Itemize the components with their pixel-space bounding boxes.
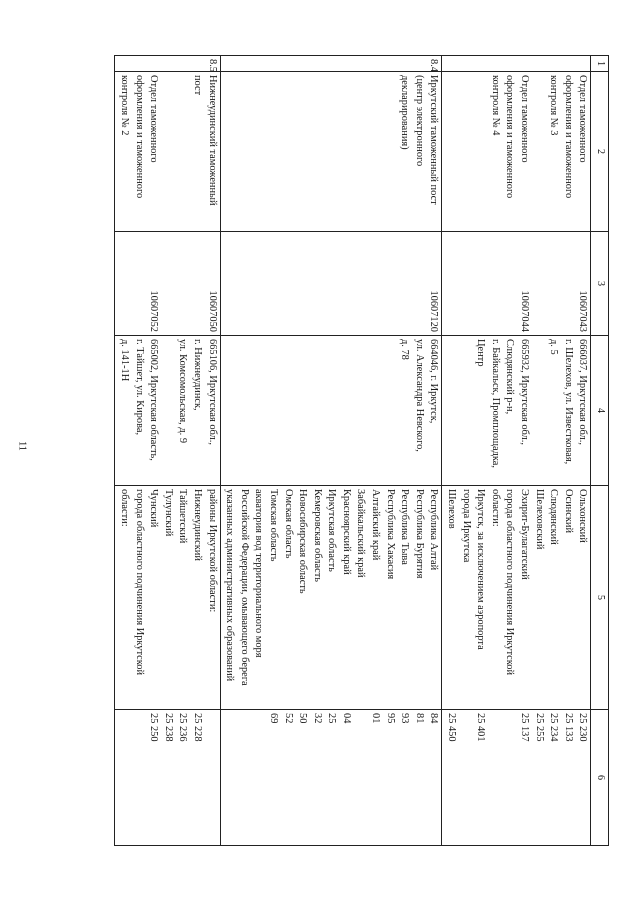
text-line: д. 5: [548, 339, 560, 355]
text-line: 8.4: [428, 59, 440, 72]
text-line: оформления и таможенного: [562, 75, 574, 199]
text-line: Шелехов: [446, 489, 458, 529]
text-line: [502, 713, 517, 842]
address-cell: [115, 336, 220, 486]
text-line: акватория вод территориального моря: [253, 489, 265, 658]
text-line: [175, 75, 190, 228]
text-line: 25 250: [148, 713, 160, 742]
text-line: Красноярский край: [340, 489, 352, 575]
region-cell: [115, 486, 220, 710]
header-cell: 6: [591, 710, 609, 846]
text-line: 10607050: [206, 290, 218, 332]
text-line: Нижнеудинский таможенный: [206, 75, 218, 206]
text-line: контроля № 3: [548, 75, 560, 136]
text-line: Тайшетский: [177, 489, 189, 544]
text-line: 25 450: [446, 713, 458, 742]
text-line: 25 230: [577, 713, 589, 742]
text-line: Кемеровская область: [311, 489, 323, 582]
text-line: 665002, Иркутская область,: [148, 339, 160, 461]
text-line: 69: [267, 713, 279, 724]
text-line: Слюдянский р-н,: [504, 339, 516, 415]
text-line: 10607052: [148, 290, 160, 332]
okato-code-cell: [442, 710, 591, 846]
customs-posts-table: [114, 55, 609, 846]
address-cell: [442, 336, 591, 486]
text-line: города областного подчинения Иркутской: [133, 489, 145, 676]
text-line: Тулунский: [162, 489, 174, 537]
text-line: Иркутская область: [326, 489, 338, 572]
text-line: Томская область: [267, 489, 279, 562]
text-line: 52: [282, 713, 294, 724]
text-line: Российской Федерации, омывающего берега: [238, 489, 250, 686]
text-line: Чунский: [148, 489, 160, 528]
header-cell: 2: [591, 72, 609, 232]
text-line: Новосибирская область: [297, 489, 309, 594]
text-line: г. Байкальск, Промплощадка,: [489, 339, 501, 469]
text-line: 8.5: [206, 59, 218, 72]
text-line: [531, 235, 546, 332]
text-line: оформления и таможенного: [504, 75, 516, 199]
post-name-cell: [220, 72, 442, 232]
okato-code-cell: [115, 710, 220, 846]
row-number-cell: [220, 56, 442, 72]
text-line: г. Шелехов, ул. Известковая,: [562, 339, 574, 465]
text-line: [189, 235, 204, 332]
page-number: 11: [16, 441, 28, 451]
text-line: Центр: [475, 339, 487, 367]
text-line: 10607043: [577, 290, 589, 332]
text-line: [546, 235, 561, 332]
okato-code-cell: [220, 710, 442, 846]
header-cell: 5: [591, 486, 609, 710]
text-line: 81: [413, 713, 425, 724]
text-line: [531, 339, 546, 482]
text-line: ул. Комсомольская, д. 9: [177, 339, 189, 444]
text-line: 25: [326, 713, 338, 724]
text-line: декларирования): [399, 75, 411, 150]
post-code-cell: [442, 232, 591, 336]
header-cell: 3: [591, 232, 609, 336]
text-line: области:: [119, 489, 130, 527]
table-row: [442, 56, 591, 846]
table-row: [115, 56, 220, 846]
text-line: 25 137: [519, 713, 531, 742]
text-line: Забайкальский край: [355, 489, 367, 578]
text-line: районы Иркутской области:: [206, 489, 218, 613]
rotated-page: [61, 55, 609, 845]
text-line: Алтайский край: [370, 489, 382, 561]
text-line: 665932, Иркутская обл.,: [519, 339, 531, 445]
header-cell: 4: [591, 336, 609, 486]
region-cell: [220, 486, 442, 710]
text-line: 665106, Иркутская обл.,: [206, 339, 218, 445]
text-line: Отдел таможенного: [577, 75, 589, 163]
text-line: контроля № 2: [119, 75, 130, 136]
text-line: Ольхонский: [577, 489, 589, 543]
text-line: Отдел таможенного: [148, 75, 160, 163]
text-line: Республика Хакасия: [384, 489, 396, 580]
text-line: г. Тайшет, ул. Кирова,: [133, 339, 145, 436]
text-line: 10607120: [428, 290, 440, 332]
text-line: [204, 713, 219, 842]
text-line: 01: [370, 713, 382, 724]
text-line: [160, 235, 175, 332]
text-line: 666037, Иркутская обл.,: [577, 339, 589, 445]
text-line: [160, 75, 175, 228]
row-number-cell: [115, 56, 220, 72]
text-line: Республика Алтай: [428, 489, 440, 571]
text-line: города Иркутска: [460, 489, 472, 563]
text-line: [175, 235, 190, 332]
text-line: (центр электронного: [413, 75, 425, 167]
text-line: Иркутский таможенный пост: [428, 75, 440, 205]
region-cell: [442, 486, 591, 710]
text-line: д. 141-1Н: [119, 339, 130, 382]
text-line: 25 133: [562, 713, 574, 742]
text-line: города областного подчинения Иркутской: [504, 489, 516, 676]
text-line: 25 401: [475, 713, 487, 742]
text-line: [560, 235, 575, 332]
table-row: [220, 56, 442, 846]
post-code-cell: [220, 232, 442, 336]
text-line: 25 255: [533, 713, 545, 742]
text-line: 25 234: [548, 713, 560, 742]
text-line: 95: [384, 713, 396, 724]
post-name-cell: [115, 72, 220, 232]
text-line: Омская область: [282, 489, 294, 559]
text-line: контроля № 4: [489, 75, 501, 136]
text-line: Шелеховский: [533, 489, 545, 550]
text-line: [353, 713, 368, 842]
header-cell: 1: [591, 56, 609, 72]
text-line: Отдел таможенного: [519, 75, 531, 163]
text-line: 84: [428, 713, 440, 724]
post-code-cell: [115, 232, 220, 336]
text-line: указанных административных образований: [224, 489, 236, 682]
text-line: области:: [489, 489, 501, 527]
text-line: Осинский: [562, 489, 574, 534]
text-line: оформления и таможенного: [133, 75, 145, 199]
text-line: 50: [297, 713, 309, 724]
text-line: [531, 75, 546, 228]
text-line: [458, 713, 473, 842]
row-number-cell: [442, 56, 591, 72]
text-line: 32: [311, 713, 323, 724]
text-line: пост: [191, 75, 203, 96]
text-line: 04: [340, 713, 352, 724]
text-line: 25 238: [162, 713, 174, 742]
text-line: Республика Тыва: [399, 489, 411, 565]
text-line: 25 236: [177, 713, 189, 742]
post-name-cell: [442, 72, 591, 232]
text-line: д. 78: [399, 339, 411, 360]
text-line: Иркутск, за исключением аэропорта: [475, 489, 487, 650]
text-line: 664046, г. Иркутск,: [428, 339, 440, 424]
text-line: Нижнеудинский: [191, 489, 203, 561]
text-line: 10607044: [519, 290, 531, 332]
text-line: 93: [399, 713, 411, 724]
text-line: Республика Бурятия: [413, 489, 425, 579]
header-row: [591, 56, 609, 846]
text-line: г. Нижнеудинск,: [191, 339, 203, 411]
text-line: [487, 713, 502, 842]
text-line: Эхирит-Булагатский: [519, 489, 531, 580]
text-line: [160, 339, 175, 482]
text-line: Слюдянский: [548, 489, 560, 545]
text-line: ул. Александра Невского,: [413, 339, 425, 452]
address-cell: [220, 336, 442, 486]
text-line: 25 228: [191, 713, 203, 742]
